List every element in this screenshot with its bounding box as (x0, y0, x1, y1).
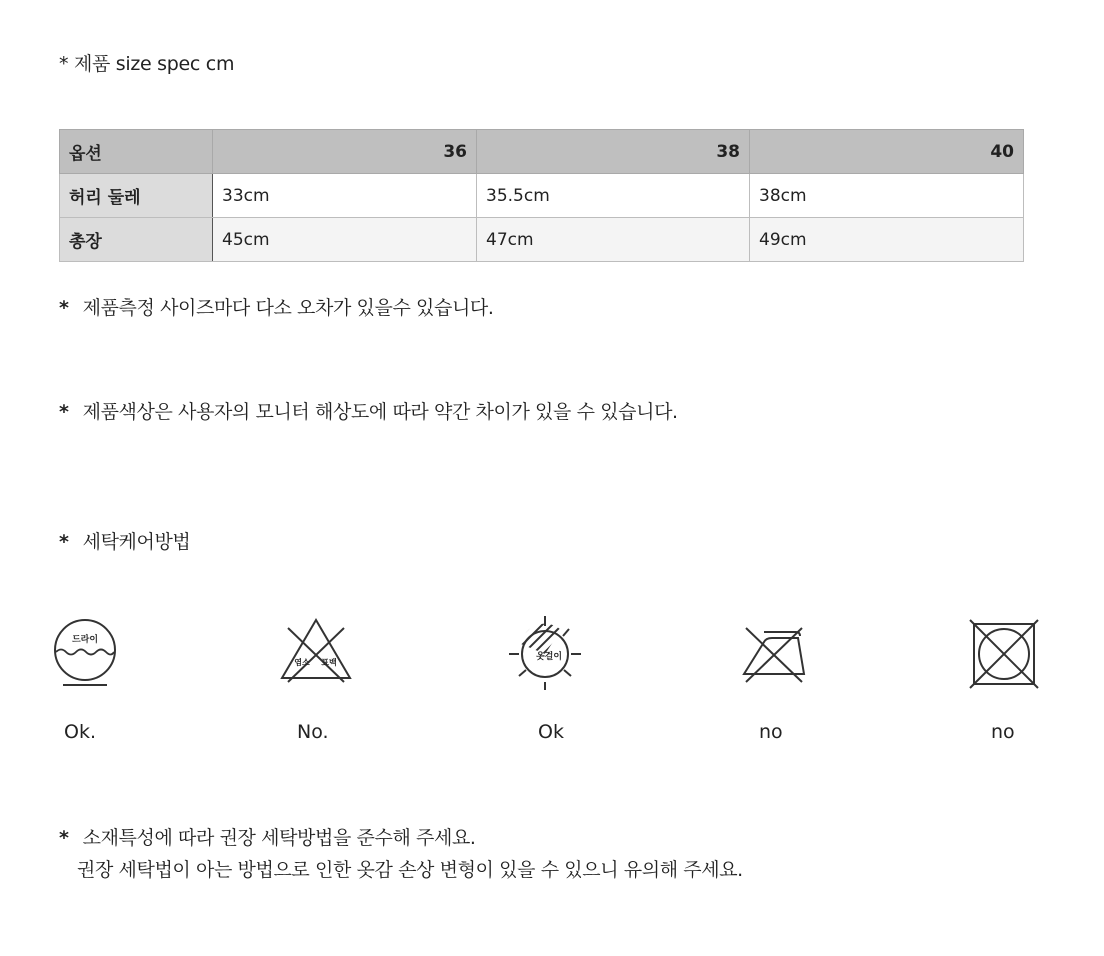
care-label-dry-clean: Ok. (64, 721, 96, 743)
no-tumble-dry-icon (964, 612, 1044, 692)
table-cell: 49cm (750, 218, 1024, 262)
dry-clean-icon (45, 612, 125, 692)
size-spec-table (59, 129, 1024, 262)
note-color: * 제품색상은 사용자의 모니터 해상도에 따라 약간 차이가 있을 수 있습니다. (59, 401, 678, 423)
header-size-40: 40 (750, 130, 1024, 174)
row-label-waist: 허리 둘레 (60, 174, 213, 218)
care-label-no-iron: no (759, 721, 783, 743)
table-cell: 33cm (213, 174, 477, 218)
svg-text:염소: 염소 (294, 658, 310, 667)
svg-text:표백: 표백 (321, 658, 337, 667)
care-label-no-bleach: No. (297, 721, 329, 743)
note-measurement: * 제품측정 사이즈마다 다소 오차가 있을수 있습니다. (59, 297, 494, 319)
care-label-no-tumble-dry: no (991, 721, 1015, 743)
table-cell: 47cm (477, 218, 750, 262)
table-header-row (60, 130, 1024, 174)
row-label-length: 총장 (60, 218, 213, 262)
note-material-line-2: 권장 세탁법이 아는 방법으로 인한 옷감 손상 변형이 있을 수 있으니 유의해 주세요. (77, 859, 743, 881)
no-bleach-icon (276, 612, 356, 692)
care-label-hang-dry: Ok (538, 721, 564, 743)
table-cell: 35.5cm (477, 174, 750, 218)
svg-text:옷걸이: 옷걸이 (535, 652, 563, 662)
spec-title: * 제품 size spec cm (59, 53, 235, 75)
note-material-line-1: * 소재특성에 따라 권장 세탁방법을 준수해 주세요. (59, 827, 476, 849)
hang-dry-shade-icon (505, 612, 585, 692)
table-row-length (60, 218, 1024, 262)
table-cell: 45cm (213, 218, 477, 262)
table-cell: 38cm (750, 174, 1024, 218)
table-row-waist (60, 174, 1024, 218)
header-size-38: 38 (477, 130, 750, 174)
header-size-36: 36 (213, 130, 477, 174)
care-heading: * 세탁케어방법 (59, 531, 191, 553)
no-iron-icon (734, 612, 814, 692)
header-option: 옵션 (60, 130, 213, 174)
svg-text:드라이: 드라이 (71, 635, 99, 645)
